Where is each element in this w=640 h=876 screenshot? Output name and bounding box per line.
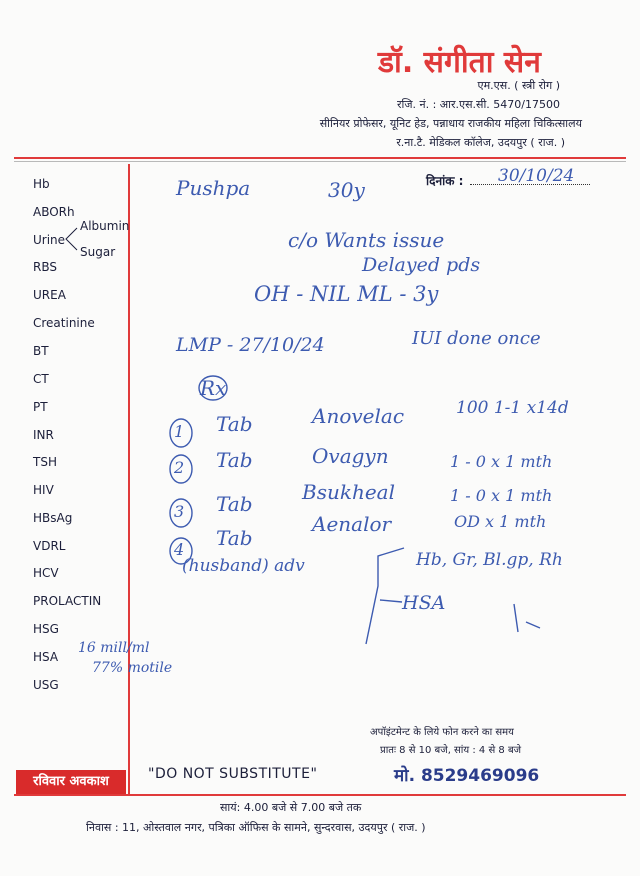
med4-circle xyxy=(170,538,192,564)
med4-name: Aenalor xyxy=(312,512,392,536)
husband-advice: (husband) adv xyxy=(182,556,305,576)
advice-bracket xyxy=(366,548,404,644)
hsa-result-motility: 77% motile xyxy=(92,660,173,676)
test-ct: CT xyxy=(33,372,49,386)
test-rbs: RBS xyxy=(33,260,57,274)
med3-circle xyxy=(170,499,192,527)
med2-number: 2 xyxy=(174,458,185,477)
med1-form: Tab xyxy=(216,412,253,436)
appointment-label: अपॉइंटमेन्ट के लिये फोन करने का समय xyxy=(370,727,514,738)
advice-tick xyxy=(380,600,402,602)
obstetric-history: OH - NIL ML - 3y xyxy=(254,282,439,306)
test-hsg: HSG xyxy=(33,622,59,636)
test-prolactin: PROLACTIN xyxy=(33,594,102,608)
hsa-result-count: 16 mill/ml xyxy=(78,640,150,656)
doctor-position-line2: र.ना.टै. मेडिकल कॉलेज, उदयपुर ( राज. ) xyxy=(396,136,565,149)
test-pt: PT xyxy=(33,400,48,414)
med4-form: Tab xyxy=(216,526,253,550)
test-hbsag: HBsAg xyxy=(33,511,73,525)
sunday-closed-badge: रविवार अवकाश xyxy=(16,770,126,794)
test-usg: USG xyxy=(33,678,59,692)
med3-number: 3 xyxy=(174,502,185,521)
med4-dose: OD x 1 mth xyxy=(454,512,547,531)
rx-circle xyxy=(199,376,227,400)
med1-circle xyxy=(170,419,192,447)
appointment-hours: प्रातः 8 से 10 बजे, सांय : 4 से 8 बजे xyxy=(380,745,522,756)
med2-name: Ovagyn xyxy=(312,444,389,468)
do-not-substitute: "DO NOT SUBSTITUTE" xyxy=(148,766,318,782)
med4-number: 4 xyxy=(174,540,185,559)
advice-hsa: HSA xyxy=(402,592,446,614)
footer-divider xyxy=(14,794,626,796)
med3-dose: 1 - 0 x 1 mth xyxy=(450,486,553,505)
test-hiv: HIV xyxy=(33,483,54,497)
date-label: दिनांक : xyxy=(426,174,464,188)
residence-address: निवास : 11, ओस्तवाल नगर, पत्रिका ऑफिस के सामने, सुन्दरवास, उदयपुर ( राज. ) xyxy=(86,821,426,834)
lmp-note: LMP - 27/10/24 xyxy=(176,334,325,356)
test-urea: UREA xyxy=(33,288,66,302)
test-albumin: Albumin xyxy=(80,219,130,233)
test-urine: Urine xyxy=(33,233,66,247)
test-vdrl: VDRL xyxy=(33,539,66,553)
doctor-qualification: एम.एस. ( स्त्री रोग ) xyxy=(477,79,560,92)
med1-name: Anovelac xyxy=(312,404,405,428)
med3-name: Bsukheal xyxy=(302,480,395,504)
test-hsa: HSA xyxy=(33,650,59,664)
med1-number: 1 xyxy=(174,422,185,441)
evening-hours: सायं: 4.00 बजे से 7.00 बजे तक xyxy=(220,801,362,814)
complaint-line1: c/o Wants issue xyxy=(288,228,445,252)
signature-strokes xyxy=(514,604,540,632)
complaint-line2: Delayed pds xyxy=(362,254,481,276)
advice-tests: Hb, Gr, Bl.gp, Rh xyxy=(416,550,563,570)
med2-form: Tab xyxy=(216,448,253,472)
test-hcv: HCV xyxy=(33,566,59,580)
iui-note: IUI done once xyxy=(412,328,541,349)
med2-circle xyxy=(170,455,192,483)
patient-name: Pushpa xyxy=(176,176,251,200)
test-aborh: ABORh xyxy=(33,205,75,219)
mobile-number: मो. 8529469096 xyxy=(394,766,540,786)
test-sugar: Sugar xyxy=(80,245,116,259)
med1-dose: 100 1-1 x14d xyxy=(456,398,569,418)
patient-age: 30y xyxy=(328,178,365,202)
test-hb: Hb xyxy=(33,177,50,191)
test-bt: BT xyxy=(33,344,49,358)
test-inr: INR xyxy=(33,428,54,442)
registration-number: रजि. नं. : आर.एस.सी. 5470/17500 xyxy=(396,98,560,111)
test-creatinine: Creatinine xyxy=(33,316,95,330)
rx-symbol: Rx xyxy=(200,376,227,400)
doctor-name: डॉ. संगीता सेन xyxy=(378,45,541,80)
med3-form: Tab xyxy=(216,492,253,516)
date-value: 30/10/24 xyxy=(498,166,575,186)
test-tsh: TSH xyxy=(33,455,57,469)
doctor-position-line1: सीनियर प्रोफेसर, यूनिट हेड, पन्नाधाय राजकीय महिला चिकित्सालय xyxy=(319,117,582,130)
med2-dose: 1 - 0 x 1 mth xyxy=(450,452,553,471)
